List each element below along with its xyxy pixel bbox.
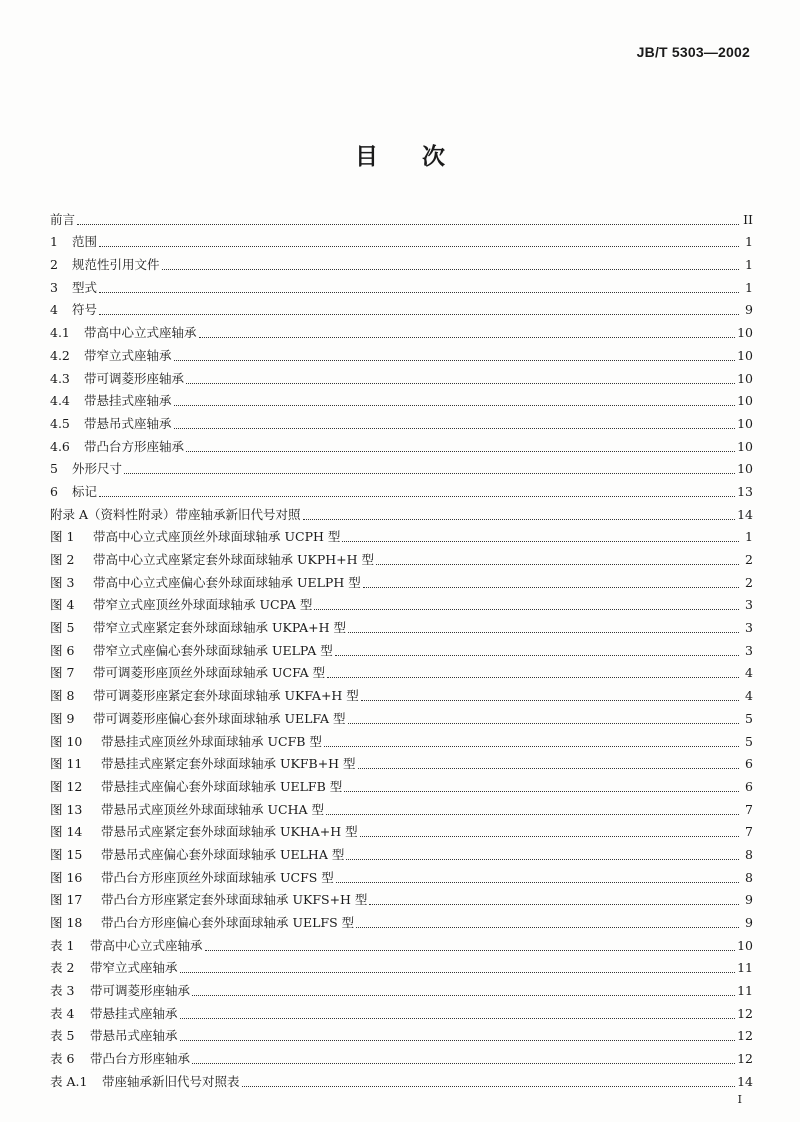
toc-entry[interactable] xyxy=(50,660,753,683)
toc-dot-leader xyxy=(346,858,739,860)
toc-entry-page: 7 xyxy=(745,801,753,817)
table-of-contents xyxy=(50,206,753,1091)
toc-entry[interactable] xyxy=(50,388,753,411)
toc-dot-leader xyxy=(324,745,739,747)
toc-dot-leader xyxy=(360,835,739,837)
toc-dot-leader xyxy=(242,1085,736,1087)
toc-entry[interactable] xyxy=(50,1000,753,1023)
toc-dot-leader xyxy=(174,404,736,406)
toc-entry-page: 4 xyxy=(745,688,753,704)
toc-entry-label: 带凸台方形座顶丝外球面球轴承 UCFS 型 xyxy=(101,869,334,885)
toc-dot-leader xyxy=(180,1039,736,1041)
toc-dot-leader xyxy=(336,881,739,883)
toc-entry-label: 带座轴承新旧代号对照表 xyxy=(102,1073,240,1089)
toc-entry-number: 表 2 xyxy=(50,960,75,976)
toc-entry-page: 8 xyxy=(745,869,753,885)
toc-entry-page: 4 xyxy=(745,665,753,681)
toc-entry[interactable] xyxy=(50,1045,753,1068)
toc-entry-label: 规范性引用文件 xyxy=(72,257,160,273)
toc-entry-number: 4.4 xyxy=(50,393,70,409)
toc-entry-number: 4.1 xyxy=(50,325,70,341)
toc-entry-label: 带悬吊式座轴承 xyxy=(90,1028,178,1044)
toc-entry-number: 图 18 xyxy=(50,915,83,930)
toc-entry[interactable] xyxy=(50,728,753,751)
toc-entry-page: 3 xyxy=(745,620,753,636)
toc-entry-label: 范围 xyxy=(72,234,98,250)
toc-entry[interactable] xyxy=(50,977,753,1000)
toc-entry[interactable] xyxy=(50,864,753,887)
toc-entry[interactable] xyxy=(50,819,753,842)
toc-entry-label: 型式 xyxy=(72,279,98,295)
toc-entry-page: 11 xyxy=(737,983,753,999)
toc-entry-label: 带凸台方形座轴承 xyxy=(84,438,185,454)
toc-entry-page: 10 xyxy=(737,461,753,477)
toc-entry-number: 表 A.1 xyxy=(50,1073,88,1089)
toc-entry-label: 带高中心立式座轴承 xyxy=(90,937,203,953)
toc-entry[interactable] xyxy=(50,478,753,501)
toc-entry-label: 带可调菱形座顶丝外球面球轴承 UCFA 型 xyxy=(93,665,326,681)
toc-dot-leader xyxy=(361,699,739,701)
toc-entry[interactable] xyxy=(50,796,753,819)
toc-entry-page: 14 xyxy=(737,506,753,522)
toc-entry[interactable] xyxy=(50,614,753,637)
page-title xyxy=(0,138,800,171)
toc-entry[interactable] xyxy=(50,274,753,297)
toc-dot-leader xyxy=(199,336,736,338)
toc-entry-page: 2 xyxy=(745,574,753,590)
toc-entry-number: 表 3 xyxy=(50,983,75,999)
toc-entry-number: 4 xyxy=(50,302,58,318)
toc-entry-number: 表 4 xyxy=(50,1005,75,1021)
toc-entry-number: 图 1 xyxy=(50,529,75,545)
toc-entry[interactable] xyxy=(50,1068,753,1091)
toc-entry-label: 带高中心立式座偏心套外球面球轴承 UELPH 型 xyxy=(93,574,361,590)
toc-dot-leader xyxy=(99,245,739,247)
toc-entry-number: 图 10 xyxy=(50,733,83,749)
toc-entry-label: 带凸台方形座轴承 xyxy=(90,1051,191,1067)
toc-entry-page: 11 xyxy=(737,960,753,976)
toc-entry[interactable] xyxy=(50,592,753,615)
page-title-char-1: 目 xyxy=(355,144,378,170)
toc-entry-number: 3 xyxy=(50,279,58,295)
toc-entry[interactable] xyxy=(50,841,753,864)
toc-entry-number: 图 3 xyxy=(50,574,75,590)
toc-dot-leader xyxy=(369,903,739,905)
toc-dot-leader xyxy=(186,382,735,384)
toc-entry-number: 图 14 xyxy=(50,824,83,840)
toc-entry[interactable] xyxy=(50,887,753,910)
toc-entry-label: 带窄立式座紧定套外球面球轴承 UKPA+H 型 xyxy=(93,620,346,636)
toc-entry[interactable] xyxy=(50,206,753,229)
toc-dot-leader xyxy=(192,994,735,996)
toc-entry-page: 1 xyxy=(745,529,753,545)
toc-entry-label: 带窄立式座轴承 xyxy=(90,960,178,976)
toc-entry-number: 图 2 xyxy=(50,552,75,567)
toc-dot-leader xyxy=(335,654,739,656)
toc-entry-page: 10 xyxy=(737,393,753,409)
toc-dot-leader xyxy=(180,1017,736,1019)
toc-entry-number: 表 5 xyxy=(50,1028,75,1044)
toc-entry-label: 带悬吊式座顶丝外球面球轴承 UCHA 型 xyxy=(101,801,324,817)
toc-entry-page: 9 xyxy=(745,892,753,908)
toc-entry[interactable] xyxy=(50,909,753,932)
toc-dot-leader xyxy=(77,223,739,225)
toc-entry-number: 图 17 xyxy=(50,892,83,908)
toc-entry-page: 1 xyxy=(745,257,753,273)
toc-dot-leader xyxy=(192,1062,735,1064)
toc-entry-page: 7 xyxy=(745,824,753,840)
toc-entry-number: 图 6 xyxy=(50,642,75,658)
toc-entry-number: 图 9 xyxy=(50,710,75,726)
toc-entry[interactable] xyxy=(50,773,753,796)
toc-entry-page: 9 xyxy=(745,915,753,930)
toc-entry[interactable] xyxy=(50,955,753,978)
toc-entry-page: 10 xyxy=(737,415,753,431)
toc-entry[interactable] xyxy=(50,365,753,388)
toc-entry-page: 1 xyxy=(745,279,753,295)
toc-entry-label: 带悬吊式座轴承 xyxy=(84,415,172,431)
page-number: I xyxy=(737,1093,742,1106)
toc-entry[interactable] xyxy=(50,433,753,456)
toc-dot-leader xyxy=(162,268,739,270)
toc-entry[interactable] xyxy=(50,501,753,524)
toc-entry-label: 符号 xyxy=(72,302,98,318)
toc-entry-label: 带可调菱形座轴承 xyxy=(90,983,191,999)
toc-entry-number: 图 7 xyxy=(50,665,75,681)
toc-entry-page: 10 xyxy=(737,347,753,363)
toc-dot-leader xyxy=(348,722,739,724)
toc-dot-leader xyxy=(358,767,739,769)
toc-entry-page: 12 xyxy=(737,1028,753,1044)
toc-entry[interactable] xyxy=(50,524,753,547)
toc-entry-number: 图 13 xyxy=(50,801,83,817)
toc-entry-label: 前言 xyxy=(50,211,76,227)
toc-entry-page: 13 xyxy=(737,483,753,499)
toc-entry-label: 带悬挂式座轴承 xyxy=(90,1005,178,1021)
toc-dot-leader xyxy=(174,427,736,429)
toc-entry-page: 12 xyxy=(737,1051,753,1067)
standard-code: JB/T 5303—2002 xyxy=(636,44,750,60)
toc-entry-page: 14 xyxy=(737,1073,753,1089)
toc-entry-number: 1 xyxy=(50,234,58,250)
toc-entry-label: 带可调菱形座轴承 xyxy=(84,370,185,386)
toc-entry-number: 图 16 xyxy=(50,869,83,885)
toc-dot-leader xyxy=(180,971,736,973)
toc-entry-number: 表 6 xyxy=(50,1051,75,1067)
toc-dot-leader xyxy=(99,313,739,315)
toc-entry[interactable] xyxy=(50,342,753,365)
toc-entry-label: 带凸台方形座偏心套外球面球轴承 UELFS 型 xyxy=(101,915,355,930)
toc-entry[interactable] xyxy=(50,932,753,955)
toc-dot-leader xyxy=(363,586,739,588)
toc-entry-number: 4.6 xyxy=(50,438,70,454)
toc-entry-label: 外形尺寸 xyxy=(72,461,123,477)
toc-entry-label: 带高中心立式座紧定套外球面球轴承 UKPH+H 型 xyxy=(93,552,375,567)
toc-dot-leader xyxy=(99,291,739,293)
toc-entry-page: 2 xyxy=(745,552,753,567)
toc-entry-page: 5 xyxy=(745,710,753,726)
page-title-char-2: 次 xyxy=(422,144,445,170)
toc-dot-leader xyxy=(376,563,739,565)
toc-entry-label: 带窄立式座顶丝外球面球轴承 UCPA 型 xyxy=(93,597,313,613)
toc-entry[interactable] xyxy=(50,456,753,479)
toc-entry[interactable] xyxy=(50,297,753,320)
toc-entry-label: 带悬挂式座顶丝外球面球轴承 UCFB 型 xyxy=(101,733,322,749)
toc-entry-page: 1 xyxy=(745,234,753,250)
toc-entry-number: 表 1 xyxy=(50,937,75,953)
toc-entry-label: 带凸台方形座紧定套外球面球轴承 UKFS+H 型 xyxy=(101,892,368,908)
toc-entry[interactable] xyxy=(50,319,753,342)
toc-entry[interactable] xyxy=(50,705,753,728)
toc-entry-number: 4.2 xyxy=(50,347,70,363)
toc-dot-leader xyxy=(314,608,739,610)
toc-entry-number: 图 12 xyxy=(50,778,83,794)
toc-entry-page: 10 xyxy=(737,370,753,386)
toc-entry[interactable] xyxy=(50,569,753,592)
toc-dot-leader xyxy=(342,540,739,542)
toc-entry-label: 带悬吊式座紧定套外球面球轴承 UKHA+H 型 xyxy=(101,824,358,840)
toc-entry-label: 标记 xyxy=(72,483,98,499)
toc-entry-label: 附录 A（资料性附录）带座轴承新旧代号对照 xyxy=(50,506,301,522)
toc-entry-page: 6 xyxy=(745,756,753,772)
toc-dot-leader xyxy=(348,631,739,633)
toc-entry-page: 10 xyxy=(737,325,753,341)
toc-dot-leader xyxy=(327,676,739,678)
toc-entry-number: 图 8 xyxy=(50,688,75,704)
toc-entry[interactable] xyxy=(50,410,753,433)
toc-entry-number: 4.3 xyxy=(50,370,70,386)
toc-dot-leader xyxy=(205,949,736,951)
toc-entry-label: 带窄立式座偏心套外球面球轴承 UELPA 型 xyxy=(93,642,333,658)
toc-entry-label: 带可调菱形座紧定套外球面球轴承 UKFA+H 型 xyxy=(93,688,359,704)
toc-entry-page: 6 xyxy=(745,778,753,794)
toc-entry-page: 5 xyxy=(745,733,753,749)
toc-entry-label: 带高中心立式座轴承 xyxy=(84,325,197,341)
toc-entry[interactable] xyxy=(50,682,753,705)
toc-entry-number: 6 xyxy=(50,483,58,499)
toc-entry-label: 带可调菱形座偏心套外球面球轴承 UELFA 型 xyxy=(93,710,346,726)
toc-entry[interactable] xyxy=(50,1023,753,1046)
toc-entry-page: II xyxy=(743,211,753,227)
toc-entry[interactable] xyxy=(50,251,753,274)
toc-entry-number: 图 15 xyxy=(50,846,83,862)
toc-dot-leader xyxy=(326,813,739,815)
toc-entry-page: 8 xyxy=(745,846,753,862)
toc-entry-number: 图 11 xyxy=(50,756,83,772)
toc-entry-number: 图 4 xyxy=(50,597,75,613)
toc-dot-leader xyxy=(344,790,739,792)
toc-entry[interactable] xyxy=(50,637,753,660)
toc-entry-number: 图 5 xyxy=(50,620,75,636)
toc-entry-label: 带悬挂式座偏心套外球面球轴承 UELFB 型 xyxy=(101,778,343,794)
toc-entry-number: 4.5 xyxy=(50,415,70,431)
toc-dot-leader xyxy=(186,450,735,452)
toc-entry-page: 3 xyxy=(745,597,753,613)
toc-entry-label: 带高中心立式座顶丝外球面球轴承 UCPH 型 xyxy=(93,529,341,545)
toc-entry-label: 带悬吊式座偏心套外球面球轴承 UELHA 型 xyxy=(101,846,345,862)
toc-entry-page: 9 xyxy=(745,302,753,318)
toc-entry-page: 12 xyxy=(737,1005,753,1021)
toc-entry-number: 5 xyxy=(50,461,58,477)
toc-entry-page: 10 xyxy=(737,438,753,454)
toc-entry-label: 带悬挂式座轴承 xyxy=(84,393,172,409)
toc-dot-leader xyxy=(124,472,735,474)
toc-entry[interactable] xyxy=(50,751,753,774)
toc-entry[interactable] xyxy=(50,546,753,569)
toc-dot-leader xyxy=(303,518,736,520)
toc-dot-leader xyxy=(356,926,739,928)
toc-entry-page: 10 xyxy=(737,937,753,953)
toc-dot-leader xyxy=(99,495,735,497)
toc-entry-number: 2 xyxy=(50,257,58,273)
toc-entry[interactable] xyxy=(50,229,753,252)
toc-entry-label: 带窄立式座轴承 xyxy=(84,347,172,363)
toc-entry-label: 带悬挂式座紧定套外球面球轴承 UKFB+H 型 xyxy=(101,756,356,772)
toc-dot-leader xyxy=(174,359,736,361)
toc-entry-page: 3 xyxy=(745,642,753,658)
